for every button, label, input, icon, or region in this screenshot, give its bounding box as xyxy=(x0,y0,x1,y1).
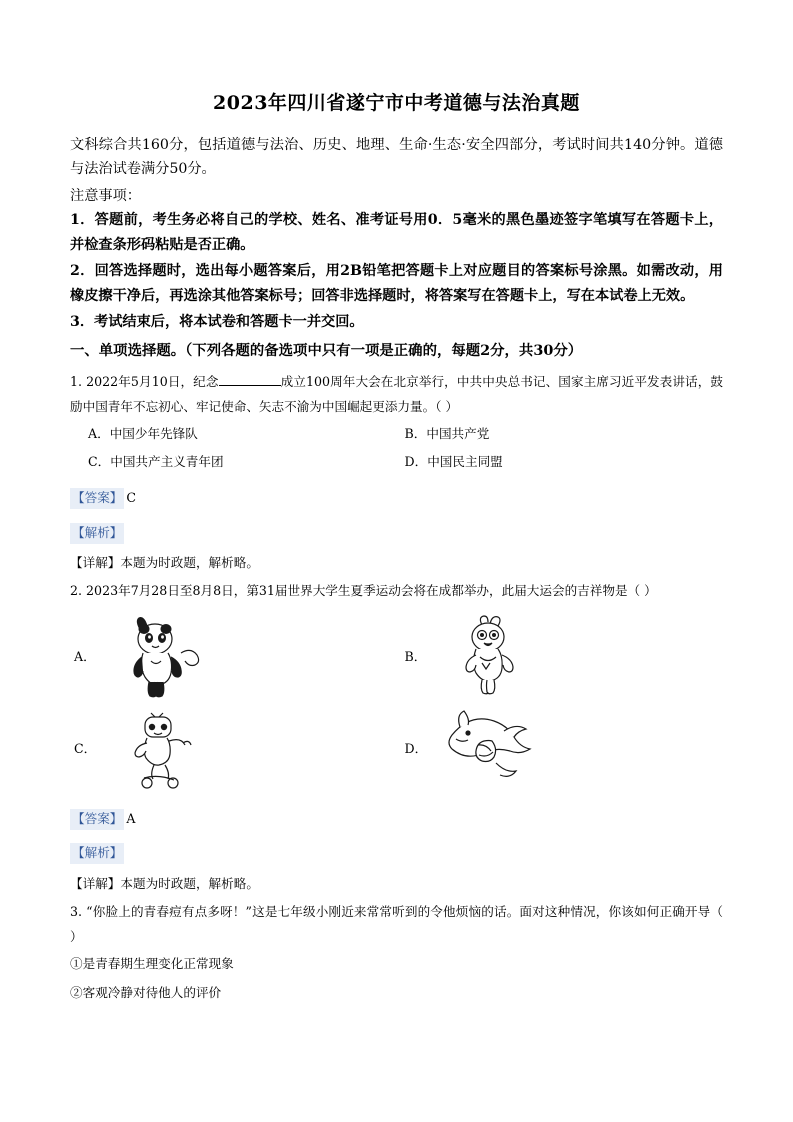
question-2-option-b[interactable] xyxy=(397,612,724,702)
panda-mascot-icon xyxy=(106,612,226,702)
question-1-detail-text: 本题为时政题，解析略。 xyxy=(120,555,259,571)
detail-prefix: 【详解】 xyxy=(70,876,121,892)
notice-item-1: 1．答题前，考生务必将自己的学校、姓名、准考证号用0．5毫米的黑色墨迹签字笔填写在答题卡上，并检查条形码粘贴是否正确。 xyxy=(70,212,723,253)
question-2-stem: 2023年7月28日至8月8日，第31届世界大学生夏季运动会将在成都举办，此届大运会的吉祥物是（ ） xyxy=(86,583,657,599)
question-1-stem-before: 2022年5月10日，纪念 xyxy=(86,374,219,390)
question-1-answer-value: C xyxy=(126,490,137,506)
question-2-number: 2. xyxy=(70,583,83,599)
notice-item-3: 3．考试结束后，将本试卷和答题卡一并交回。 xyxy=(70,313,364,330)
question-1-stem-after: 成立100周年大会在北京举行，中共中央总书记、国家主席习近平发表讲话，鼓励中国青年不忘初心、牢记使命、矢志不渝为中国崛起更添力量。（ ） xyxy=(70,374,723,414)
question-1-option-c[interactable]: C．中国共产主义青年团 xyxy=(88,454,224,470)
question-1-number: 1. xyxy=(70,374,83,390)
robot-skater-mascot-icon xyxy=(106,704,226,794)
answer-tag: 【答案】 xyxy=(70,488,124,509)
intro-text: 文科综合共160分，包括道德与法治、历史、地理、生命·生态·安全四部分，考试时间共140分钟。道德与法治试卷满分50分。 xyxy=(70,137,723,178)
question-3-stem: “你脸上的青春痘有点多呀！”这是七年级小刚近来常常听到的令他烦恼的话。面对这种情况，你该如何正确开导（ ） xyxy=(70,904,723,944)
question-1-detail-line xyxy=(70,553,723,573)
question-2-picture-options xyxy=(70,612,723,796)
question-2-option-a-label: A． xyxy=(74,648,96,664)
question-2-answer-line xyxy=(70,805,723,831)
section-heading: 一、单项选择题。（下列各题的备选项中只有一项是正确的，每题2分，共30分） xyxy=(70,342,583,360)
question-2-option-d-label: D． xyxy=(404,740,428,756)
question-2-detail-text: 本题为时政题，解析略。 xyxy=(120,876,259,892)
question-1-options-row-1 xyxy=(70,421,723,447)
intro-paragraph xyxy=(70,133,723,182)
question-1-analysis-line xyxy=(70,519,723,545)
question-2-analysis-line xyxy=(70,839,723,865)
question-1-option-b[interactable]: B．中国共产党 xyxy=(404,426,490,442)
notice-heading: 注意事项： xyxy=(70,187,141,204)
question-1-answer-line xyxy=(70,484,723,510)
analysis-tag: 【解析】 xyxy=(70,523,124,544)
answer-tag: 【答案】 xyxy=(70,809,124,830)
fill-in-blank xyxy=(219,385,281,386)
question-3-subitem-2: ②客观冷静对待他人的评价 xyxy=(70,984,222,1000)
question-2-picture-row-1 xyxy=(70,612,723,704)
question-2-detail-line xyxy=(70,874,723,894)
question-2-text xyxy=(70,579,723,604)
analysis-tag: 【解析】 xyxy=(70,843,124,864)
question-1-option-d[interactable]: D．中国民主同盟 xyxy=(404,454,503,470)
question-3-number: 3. xyxy=(70,904,83,920)
bird-chef-mascot-icon xyxy=(433,612,553,702)
question-2-option-c[interactable] xyxy=(70,704,397,794)
question-1-option-a[interactable]: A．中国少年先锋队 xyxy=(88,426,198,442)
question-2-option-c-label: C． xyxy=(74,740,97,756)
question-3-subitem-1: ①是青春期生理变化正常现象 xyxy=(70,956,234,972)
question-2-picture-row-2 xyxy=(70,704,723,796)
question-2-option-b-label: B． xyxy=(404,648,427,664)
dolphin-mascot-icon xyxy=(433,704,553,794)
detail-prefix: 【详解】 xyxy=(70,555,121,571)
question-1-text xyxy=(70,370,723,419)
question-2-answer-value: A xyxy=(126,810,136,826)
page-title: 2023年四川省遂宁市中考道德与法治真题 xyxy=(213,92,580,114)
question-3-text xyxy=(70,900,723,949)
question-2-option-d[interactable] xyxy=(397,704,724,794)
notice-item-2: 2．回答选择题时，选出每小题答案后，用2B铅笔把答题卡上对应题目的答案标号涂黑。如需改动，用橡皮擦干净后，再选涂其他答案标号；回答非选择题时，将答案写在答题卡上，写在本试卷上无效。 xyxy=(70,263,723,304)
question-1-options-row-2 xyxy=(70,449,723,475)
question-2-option-a[interactable] xyxy=(70,612,397,702)
